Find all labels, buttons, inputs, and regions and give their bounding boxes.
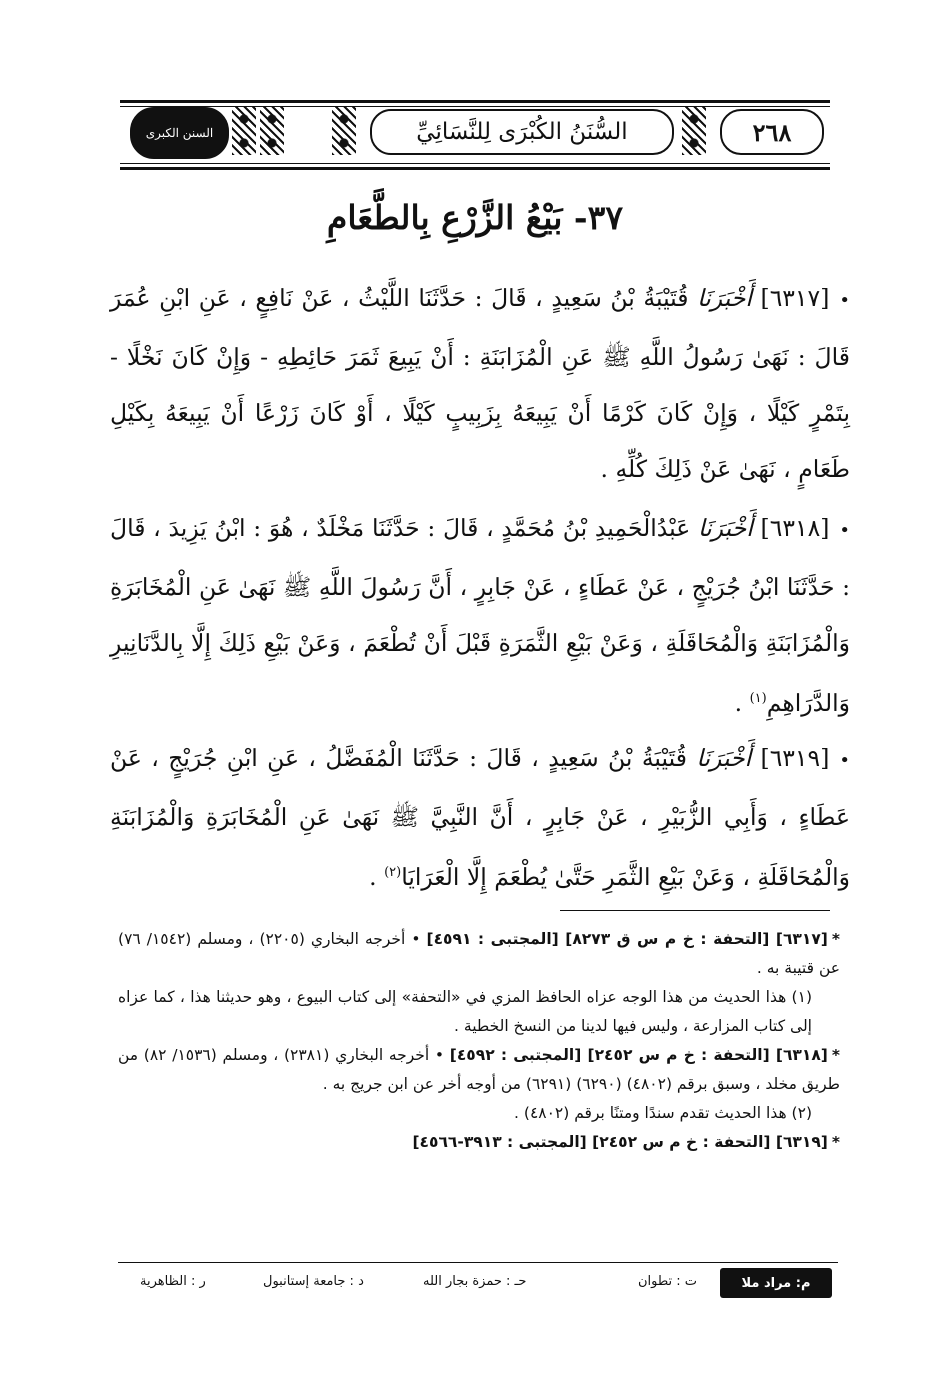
- footer-rule: [118, 1262, 838, 1263]
- footnote-item: [118, 925, 840, 983]
- siglum-murad-molla: م: مراد ملا: [720, 1268, 832, 1298]
- hadith-akhbarana: أَخْبَرَنَا: [697, 284, 752, 312]
- hadith-entry: •[٦٣١٨] أَخْبَرَنَا عَبْدُالْحَمِيدِ بْنُ مُحَمَّدٍ ، قَالَ : حَدَّثَنَا مَخْلَدٌ ، هُوَ : ابْنُ يَزِيدَ ، قَالَ : حَدَّثَنَا ابْنُ جُرَيْجٍ ، عَنْ عَطَاءٍ ، عَنْ جَابِرٍ ، أَنَّ رَسُولَ اللَّهِ ﷺ نَهَىٰ عَنِ الْمُخَابَرَةِ وَالْمُزَابَنَةِ وَالْمُحَاقَلَةِ ، وَعَنْ بَيْعِ الثَّمَرَةِ قَبْلَ أَنْ تُطْعَمَ ، وَعَنْ بَيْعِ ذَلِكَ إِلَّا بِالدَّنَانِيرِ وَالدَّرَاهِمِ$^{(١)}$ .: [110, 514, 850, 717]
- siglum-istanbul: د : جامعة إستانبول: [263, 1274, 364, 1289]
- page-number: [720, 109, 824, 155]
- siglum-hamza: حـ : حمزة بجار الله: [423, 1274, 527, 1289]
- footnote-text: (٢) هذا الحديث تقدم سندًا ومتنًا برقم (٤٨٠٢) .: [514, 1104, 812, 1122]
- footnote-text: • أخرجه البخاري (٢٣٨١) ، ومسلم (١٥٣٦/ ٨٢) من طريق مخلد ، وسبق برقم (٤٨٠٢) (٦٢٩٠) (٦٢٩١) من أوجه أخر عن ابن جريج به .: [118, 1046, 840, 1093]
- hadith-akhbarana: أَخْبَرَنَا: [696, 744, 752, 772]
- footnote-divider: [560, 910, 830, 911]
- ornament-icon: [232, 107, 256, 155]
- footnote-refs: [٦٣١٩] [التحفة : خ م س ٢٤٥٢] [المجتبى : ٣٩١٣-٤٥٦٦]: [412, 1133, 828, 1151]
- hadith-entry: [110, 270, 850, 497]
- hadith-entry: •[٦٣١٩] أَخْبَرَنَا قُتَيْبَةُ بْنُ سَعِيدٍ ، قَالَ : حَدَّثَنَا الْمُفَضَّلُ ، عَنِ ابْنِ جُرَيْجٍ ، عَنْ عَطَاءٍ ، وَأَبِي الزُّبَيْرِ ، عَنْ جَابِرٍ ، أَنَّ النَّبِيَّ ﷺ نَهَىٰ عَنِ الْمُخَابَرَةِ وَالْمُزَابَنَةِ وَالْمُحَاقَلَةِ ، وَعَنْ بَيْعِ الثَّمَرِ حَتَّىٰ يُطْعَمَ إِلَّا الْعَرَايَا$^{(٢)}$ .: [110, 744, 850, 891]
- footnotes: [118, 925, 840, 1157]
- footnote-item: [118, 1128, 840, 1157]
- ornament-icon: [682, 107, 706, 155]
- footnote-text: • أخرجه البخاري (٢٢٠٥) ، ومسلم (١٥٤٢/ ٧٦) عن قتيبة به .: [118, 930, 840, 977]
- footnote-ref: (٢): [384, 865, 402, 880]
- footnote-ref: (١): [749, 691, 767, 706]
- bullet-icon: •: [839, 750, 850, 771]
- footnote-item: [118, 1099, 840, 1128]
- chapter-title: ٣٧- بَيْعُ الزَّرْعِ بِالطَّعَامِ: [326, 198, 624, 237]
- siglum-zahiriyya: ر : الظاهرية: [140, 1274, 206, 1289]
- page-header: [120, 100, 830, 170]
- hadith-number: [٦٣١٨]: [760, 514, 830, 542]
- siglum-tetouan: ت : تطوان: [638, 1274, 698, 1289]
- star-icon: *: [831, 930, 840, 948]
- ornament-icon: [332, 107, 356, 155]
- hadith-number: [٦٣١٧]: [760, 284, 830, 312]
- bullet-icon: •: [839, 520, 850, 541]
- footnote-item: [118, 1041, 840, 1099]
- bullet-icon: •: [839, 290, 850, 311]
- logo-text: السنن الكبرى: [145, 126, 214, 140]
- book-title-text: السُّنَنُ الكُبْرَى لِلنَّسَائِيِّ: [416, 119, 628, 145]
- hadith-text: عَبْدُالْحَمِيدِ بْنُ مُحَمَّدٍ ، قَالَ : حَدَّثَنَا مَخْلَدٌ ، هُوَ : ابْنُ يَزِيدَ ، قَالَ : حَدَّثَنَا ابْنُ جُرَيْجٍ ، عَنْ عَطَاءٍ ، عَنْ جَابِرٍ ، أَنَّ رَسُولَ اللَّهِ ﷺ نَهَىٰ عَنِ الْمُخَابَرَةِ وَالْمُزَابَنَةِ وَالْمُحَاقَلَةِ ، وَعَنْ بَيْعِ الثَّمَرَةِ قَبْلَ أَنْ تُطْعَمَ ، وَعَنْ بَيْعِ ذَلِكَ إِلَّا بِالدَّنَانِيرِ وَالدَّرَاهِمِ: [110, 514, 850, 717]
- footnote-text: (١) هذا الحديث من هذا الوجه عزاه الحافظ المزي في «التحفة» إلى كتاب البيوع ، وهو حديثنا هذا ، كما عزاه إلى كتاب المزارعة ، وليس فيها لدينا من النسخ الخطية .: [118, 988, 812, 1035]
- star-icon: *: [831, 1046, 840, 1064]
- manuscript-sigla: [118, 1268, 838, 1300]
- hadith-text: قُتَيْبَةُ بْنُ سَعِيدٍ ، قَالَ : حَدَّثَنَا الْمُفَضَّلُ ، عَنِ ابْنِ جُرَيْجٍ ، عَنْ عَطَاءٍ ، وَأَبِي الزُّبَيْرِ ، عَنْ جَابِرٍ ، أَنَّ النَّبِيَّ ﷺ نَهَىٰ عَنِ الْمُخَابَرَةِ وَالْمُزَابَنَةِ وَالْمُحَاقَلَةِ ، وَعَنْ بَيْعِ الثَّمَرِ حَتَّىٰ يُطْعَمَ إِلَّا الْعَرَايَا: [110, 744, 850, 891]
- hadith-number: [٦٣١٩]: [760, 744, 830, 772]
- star-icon: *: [831, 1133, 840, 1151]
- book-title: [370, 109, 674, 155]
- footnote-item: [118, 983, 840, 1041]
- ornament-icon: [260, 107, 284, 155]
- footnote-refs: [٦٣١٧] [التحفة : خ م س ق ٨٢٧٣] [المجتبى : ٤٥٩١]: [426, 930, 828, 948]
- hadith-text: قُتَيْبَةُ بْنُ سَعِيدٍ ، قَالَ : حَدَّثَنَا اللَّيْثُ ، عَنْ نَافِعٍ ، عَنِ ابْنِ عُمَرَ قَالَ : نَهَىٰ رَسُولُ اللَّهِ ﷺ عَنِ الْمُزَابَنَةِ : أَنْ يَبِيعَ ثَمَرَ حَائِطِهِ - وَإِنْ كَانَ نَخْلًا - بِتَمْرٍ كَيْلًا ، وَإِنْ كَانَ كَرْمًا أَنْ يَبِيعَهُ بِزَبِيبٍ كَيْلًا ، أَوْ كَانَ زَرْعًا أَنْ يَبِيعَهُ بِكَيْلِ طَعَامٍ ، نَهَىٰ عَنْ ذَلِكَ كُلِّهِ .: [110, 284, 850, 483]
- hadith-akhbarana: أَخْبَرَنَا: [697, 514, 753, 542]
- footnote-refs: [٦٣١٨] [التحفة : خ م س ٢٤٥٢] [المجتبى : ٤٥٩٢]: [449, 1046, 828, 1064]
- page-number-text: ٢٦٨: [752, 117, 792, 147]
- book-logo: [130, 107, 229, 159]
